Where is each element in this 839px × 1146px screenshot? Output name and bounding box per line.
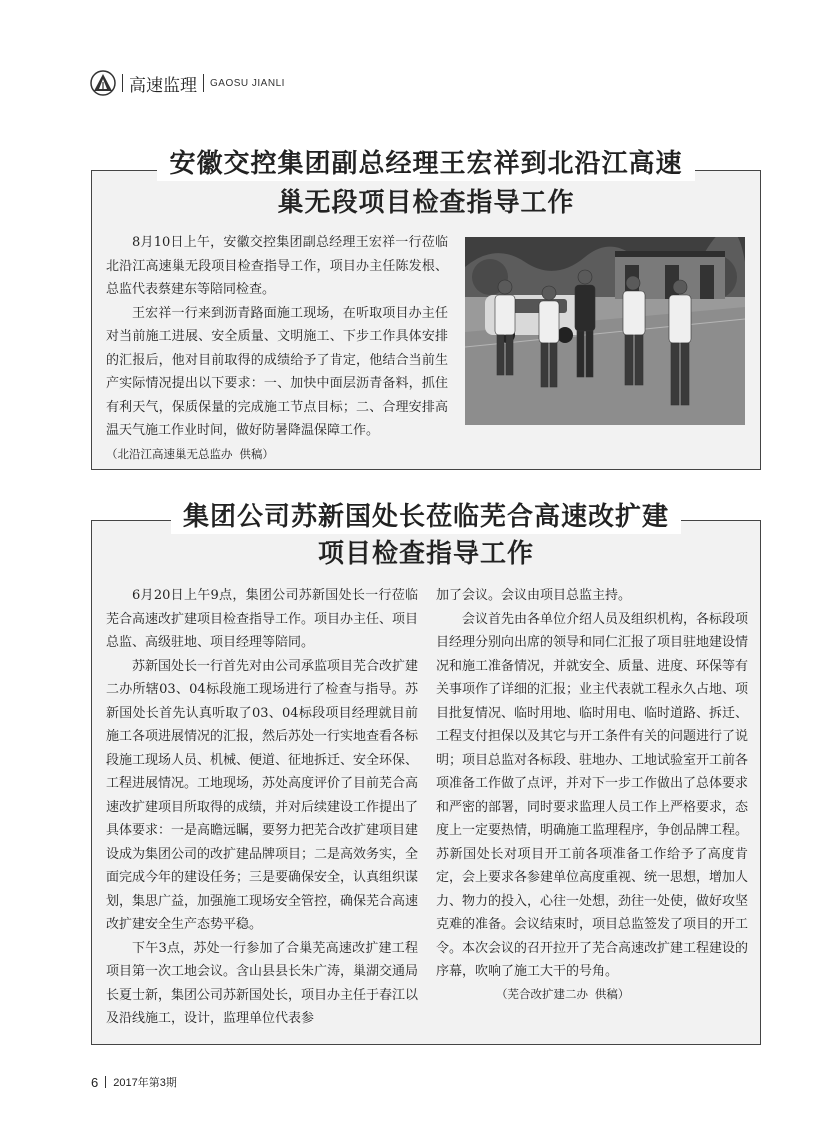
article-2-paragraph: 会议首先由各单位介绍人员及组织机构，各标段项目经理分别向出席的领导和同仁汇报了项目驻地建设情况和施工准备情况，并就安全、质量、进度、环保等有关事项作了详细的汇报；业主代表就工程永久占地、项目批复情况、临时用地、临时用电、临时道路、拆迁、工程支付担保以及其它与开工条件有关的问题进行了说明；项目总监对各标段、驻地办、工地试验室开工前各项准备工作做了点评，并对下一步工作做出了总体要求和严密的部署，同时要求监理人员工作上严格要求，态度上一定要热情，明确施工监理程序，争创品牌工程。苏新国处长对项目开工前各项准备工作给予了高度肯定，会上要求各参建单位高度重视、统一思想，增加人力、物力的投入，心往一处想，劲往一处使，做好攻坚克难的准备。会议结束时，项目总监签发了项目的开工令。本次会议的召开拉开了芜合高速改扩建工程建设的序幕，吹响了施工大干的号角。 [436, 611, 749, 979]
issue-label: 2017年第3期 [113, 1077, 177, 1089]
article-2-paragraph: 下午3点，苏处一行参加了合巢芜高速改扩建工程项目第一次工地会议。含山县县长朱广涛，巢湖交通局长夏士新，集团公司苏新国处长，项目办主任于春江以及沿线施工，设计，监理单位代表参 [106, 940, 419, 1026]
article-1-title-line-2: 巢无段项目检查指导工作 [277, 188, 575, 218]
header-divider [203, 74, 204, 92]
article-2-source: （芜合改扩建二办 供稿） [496, 986, 630, 1001]
page-number: 6 [91, 1074, 99, 1090]
article-2-paragraph-continued: 加了会议。会议由项目总监主持。 [436, 588, 632, 603]
article-2-title-line-2: 项目检查指导工作 [317, 539, 534, 569]
article-1-title-line-1: 安徽交控集团副总经理王宏祥到北沿江高速 [91, 147, 761, 181]
article-2-title-line-1: 集团公司苏新国处长莅临芜合高速改扩建 [91, 500, 761, 534]
article-1-paragraph: 8月10日上午，安徽交控集团副总经理王宏祥一行莅临北沿江高速巢无段项目检查指导工作，项目办主任陈发根、总监代表蔡建东等陪同检查。 [106, 235, 448, 297]
footer-divider [105, 1076, 106, 1088]
article-2-column-2 [436, 584, 748, 1002]
article-2-paragraph: 苏新国处长一行首先对由公司承监项目芜合改扩建二办所辖03、04标段施工现场进行了检查与指导。苏新国处长首先认真听取了03、04标段项目经理就目前施工各项进展情况的汇报，然后苏处一行实地查看各标段施工现场人员、机械、便道、征地拆迁、安全环保、工程进展情况。工地现场，苏处高度评价了目前芜合高速改扩建项目所取得的成绩，并对后续建设工作提出了具体要求：一是高瞻远瞩，要努力把芜合改扩建项目建设成为集团公司的改扩建品牌项目；二是高效务实，全面完成今年的建设任务；三是要确保安全，认真组织谋划，集思广益，加强施工现场安全管控，确保芜合高速改扩建安全生产态势平稳。 [106, 658, 419, 932]
magazine-header [90, 70, 285, 96]
article-1-paragraph: 王宏祥一行来到沥青路面施工现场，在听取项目办主任对当前施工进展、安全质量、文明施工、下步工作具体安排的汇报后，他对目前取得的成绩给予了肯定，他结合当前生产实际情况提出以下要求：一、加快中面层沥青备料，抓住有利天气，保质保量的完成施工节点目标；二、合理安排高温天气施工作业时间，做好防暑降温保障工作。 [106, 305, 448, 438]
article-1-source: （北沿江高速巢无总监办 供稿） [106, 446, 274, 461]
highway-logo-icon [90, 70, 116, 96]
article-1-body [106, 231, 448, 466]
page-footer [91, 1074, 177, 1090]
inspection-site-photo [465, 237, 745, 425]
magazine-name: 高速监理 [129, 75, 197, 96]
magazine-subtitle: GAOSU JIANLI [210, 77, 285, 89]
article-2-paragraph: 6月20日上午9点，集团公司苏新国处长一行莅临芜合高速改扩建项目检查指导工作。项目办主任、项目总监、高级驻地、项目经理等陪同。 [106, 588, 419, 650]
header-divider [122, 74, 123, 92]
article-2-column-1 [106, 584, 418, 1031]
